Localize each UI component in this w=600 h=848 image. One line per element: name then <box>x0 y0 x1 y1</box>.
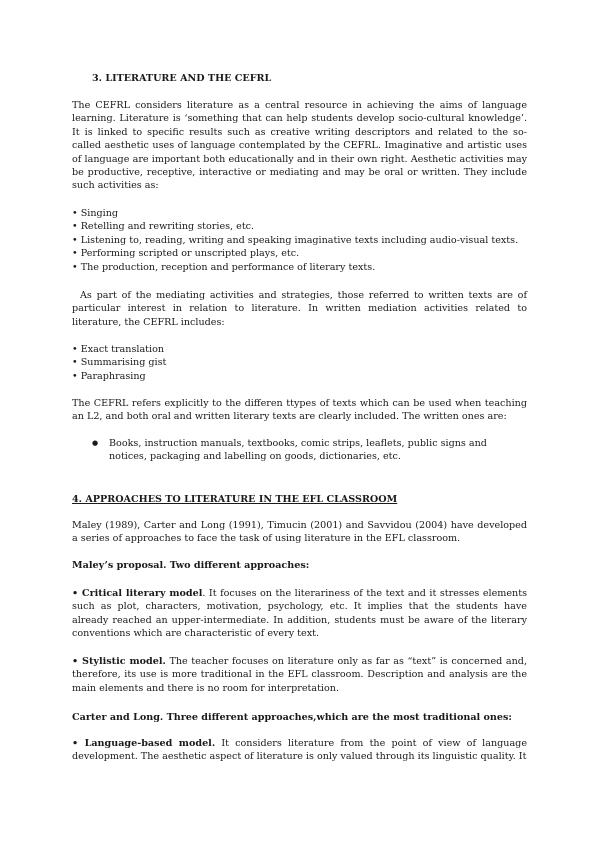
critical-literary-model-term: • Critical literary model <box>72 588 203 599</box>
list-item: • Listening to, reading, writing and speaking imaginative texts including audio-visual texts. <box>72 234 519 246</box>
carter-long-heading: Carter and Long. Three different approaches,which are the most traditional ones: <box>72 712 512 723</box>
language-based-model-term: • Language-based model. <box>72 738 216 749</box>
list-item: • The production, reception and performance of literary texts. <box>72 261 376 273</box>
maley-proposal-heading: Maley’s proposal. Two different approaches: <box>72 560 310 571</box>
text-types-paragraph: The CEFRL refers explicitly to the differen ttypes of texts which can be used when teaching an L2, and both oral and written literary texts are clearly included. The written ones are: <box>72 398 527 423</box>
list-item: • Paraphrasing <box>72 370 146 382</box>
mediation-paragraph: As part of the mediating activities and strategies, those referred to written texts are of particular interest in relation to literature. In written mediation activities related to literature, the CEFRL includes: <box>72 290 527 328</box>
list-item: • Exact translation <box>72 344 165 355</box>
language-based-model-text: It considers literature from the point of view of language development. The aesthetic aspect of literature is only valued through its linguistic quality. It <box>72 738 527 763</box>
stylistic-model-text: The teacher focuses on literature only as far as “text” is concerned and, therefore, its use is more traditional in the EFL classroom. Description and analysis are the main elements and there is no room for interpretation. <box>72 656 527 694</box>
list-item: • Retelling and rewriting stories, etc. <box>72 221 255 233</box>
list-item: • Performing scripted or unscripted plays, etc. <box>72 248 300 260</box>
written-types-list <box>92 437 527 464</box>
approaches-intro-paragraph: Maley (1989), Carter and Long (1991), Timucin (2001) and Savvidou (2004) have developed a series of approaches to face the task of using literature in the EFL classroom. <box>72 520 527 545</box>
aesthetic-activities-list <box>72 207 527 274</box>
section-3-intro-paragraph: The CEFRL considers literature as a central resource in achieving the aims of language learning. Literature is ‘something that can help students develop socio-cultural knowledge’. It is linked to specific results such as creative writing descriptors and related to the so-called aesthetic uses of language contemplated by the CEFRL. Imaginative and artistic uses of language are important both educationally and in their own right. Aesthetic activities may be productive, receptive, interactive or mediating and may be oral or written. They include such activities as: <box>72 100 527 192</box>
critical-literary-model-text: . It focuses on the literariness of the text and it stresses elements such as plot, characters, motivation, psychology, etc. It implies that the students have already reached an upper-intermediate. In addition, students must be aware of the literary conventions which are characteristic of every text. <box>72 588 527 640</box>
list-item: • Singing <box>72 208 119 219</box>
critical-literary-model-paragraph <box>72 587 527 641</box>
stylistic-model-paragraph <box>72 655 527 695</box>
stylistic-model-term: • Stylistic model. <box>72 656 166 667</box>
section-4-heading: 4. APPROACHES TO LITERATURE IN THE EFL CLASSROOM <box>72 494 398 505</box>
language-based-model-paragraph <box>72 737 527 764</box>
mediation-list <box>72 343 527 383</box>
section-3-heading: 3. LITERATURE AND THE CEFRL <box>92 73 272 84</box>
list-item: • Summarising gist <box>72 357 167 369</box>
list-item: ● Books, instruction manuals, textbooks, comic strips, leaflets, public signs and notices, packaging and labelling on goods, dictionaries, etc. <box>92 437 527 464</box>
